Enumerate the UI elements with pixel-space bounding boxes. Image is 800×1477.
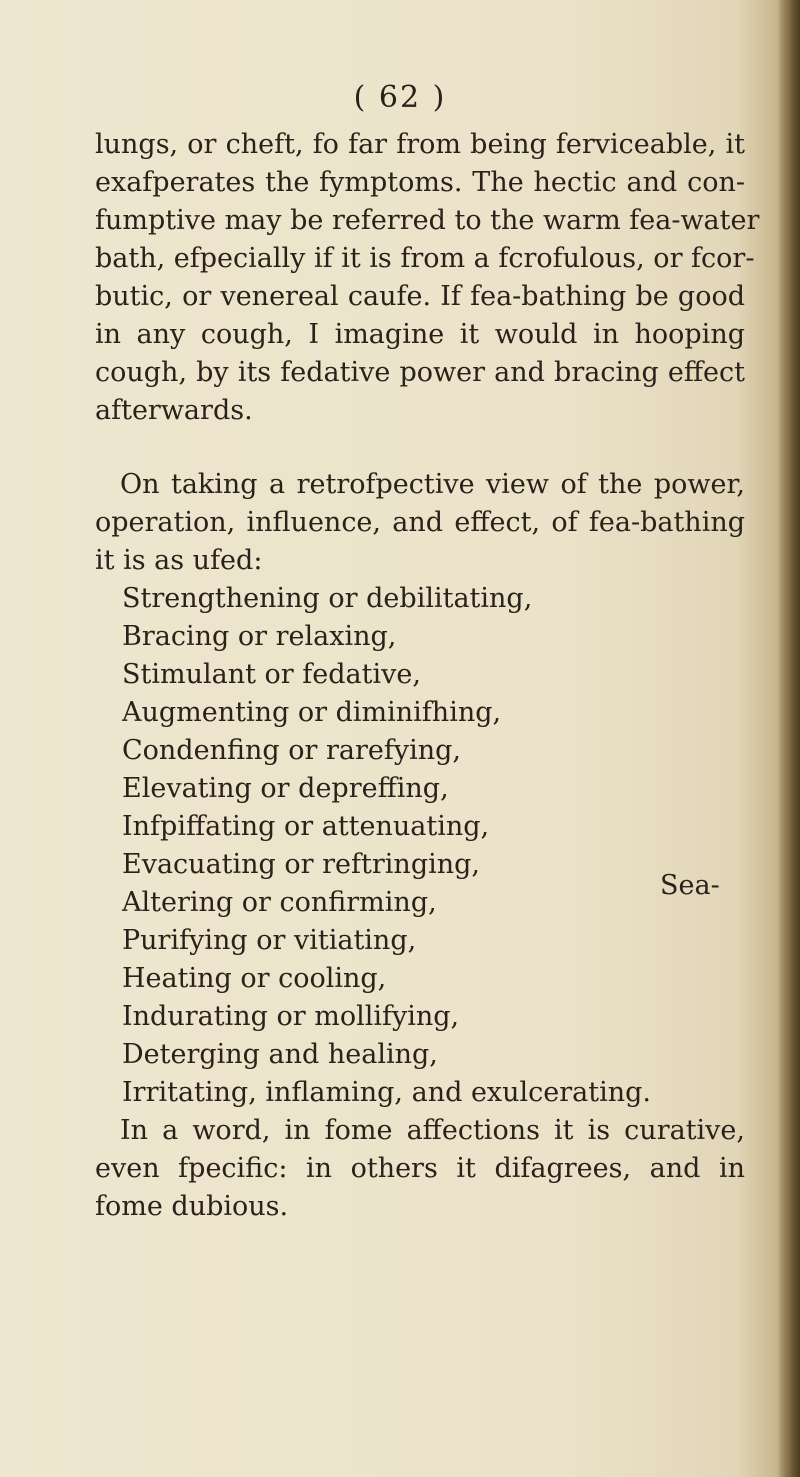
text-line: in any cough, I imagine it would in hooping <box>95 319 745 350</box>
text-line: it is as ufed: <box>95 545 263 576</box>
text-line: butic, or venereal caufe. If fea-bathing be good <box>95 281 745 312</box>
page-edge-shadow <box>778 0 800 1477</box>
list-item: Purifying or vitiating, <box>122 925 417 956</box>
paragraph-2 <box>95 466 745 580</box>
page-text <box>95 126 760 1226</box>
list-item: Altering or confirming, <box>122 887 437 918</box>
list-item: Strengthening or debilitating, <box>122 583 533 614</box>
list-item: Infpiffating or attenuating, <box>122 811 490 842</box>
list-item: Elevating or depreffing, <box>122 773 449 804</box>
list-item: Bracing or relaxing, <box>122 621 397 652</box>
text-line: exafperates the fymptoms. The hectic and con- <box>95 167 745 198</box>
text-line: On taking a retrofpective view of the power, <box>120 469 745 500</box>
effects-list <box>95 580 745 1112</box>
text-line: cough, by its fedative power and bracing effect <box>95 357 745 388</box>
list-item: Stimulant or fedative, <box>122 659 421 690</box>
text-line: fome dubious. <box>95 1191 289 1222</box>
page-number: ( 62 ) <box>353 80 447 115</box>
catchword: Sea- <box>660 870 720 901</box>
list-item: Heating or cooling, <box>122 963 387 994</box>
text-line: afterwards. <box>95 395 253 426</box>
list-item: Condenfing or rarefying, <box>122 735 461 766</box>
paragraph-spacer <box>95 430 745 466</box>
text-line: In a word, in fome affections it is curative, <box>120 1115 745 1146</box>
list-item: Deterging and healing, <box>122 1039 438 1070</box>
list-item: Augmenting or diminifhing, <box>122 697 502 728</box>
list-item: Evacuating or reftringing, <box>122 849 480 880</box>
text-line: lungs, or cheft, fo far from being ferviceable, it <box>95 129 745 160</box>
paragraph-1 <box>95 126 760 430</box>
list-item: Irritating, inflaming, and exulcerating. <box>122 1077 652 1108</box>
text-line: even fpecific: in others it difagrees, and in <box>95 1153 745 1184</box>
paragraph-3 <box>95 1112 745 1226</box>
list-item: Indurating or mollifying, <box>122 1001 460 1032</box>
text-line: operation, influence, and effect, of fea-bathing <box>95 507 745 538</box>
text-line: fumptive may be referred to the warm fea-water <box>95 205 760 236</box>
text-line: bath, efpecially if it is from a fcrofulous, or fcor- <box>95 243 755 274</box>
